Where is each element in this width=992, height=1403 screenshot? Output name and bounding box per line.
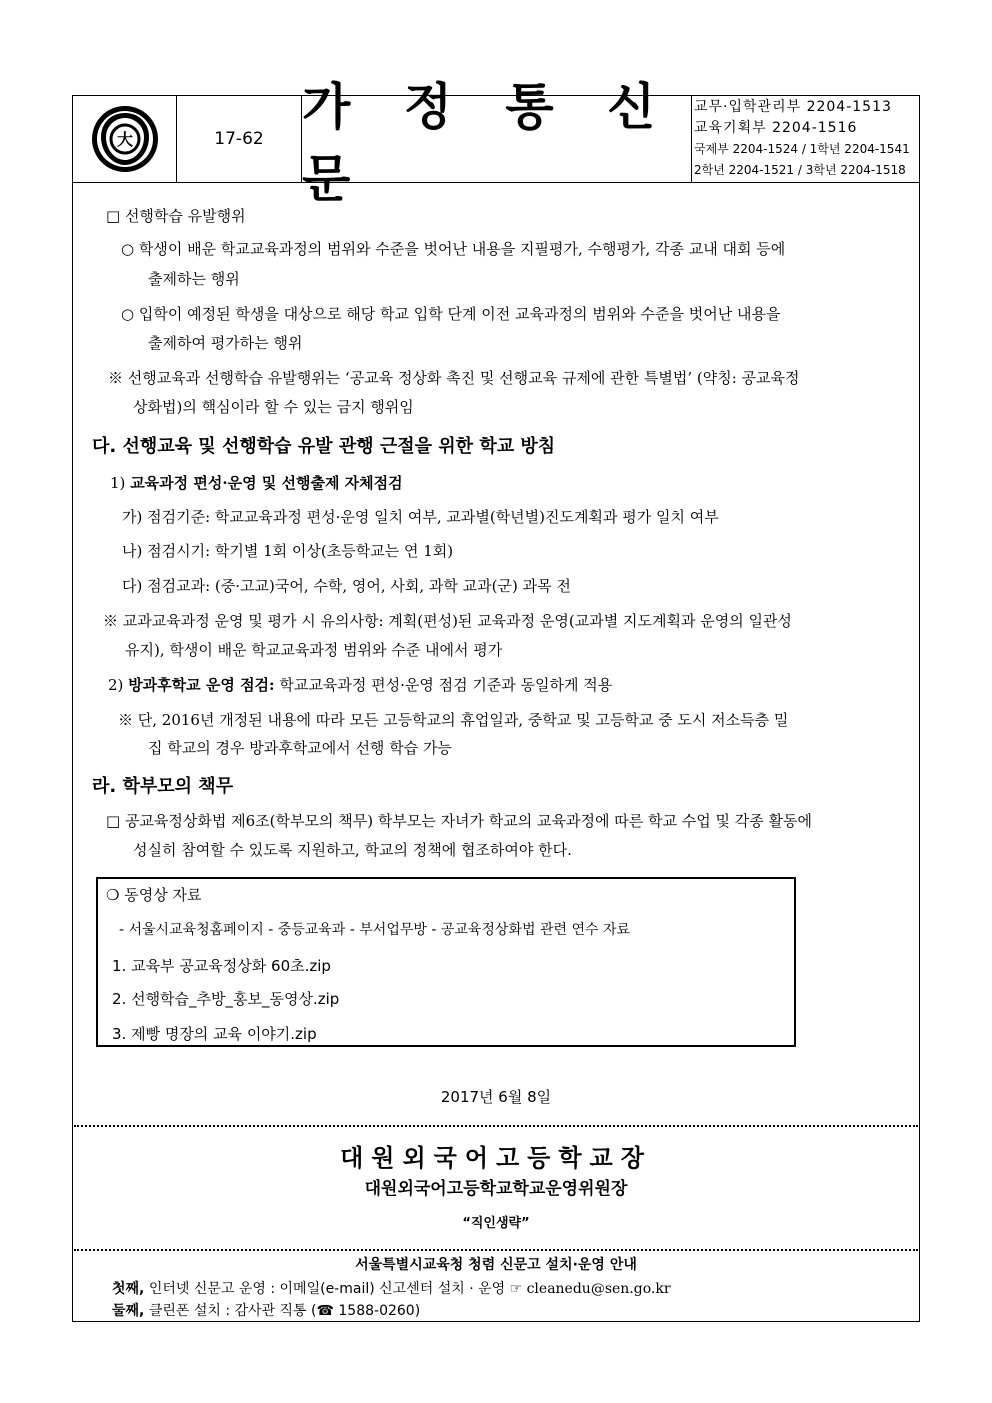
notice-lead: 첫째, — [112, 1281, 145, 1297]
notice-text: 클린폰 설치 : 감사관 직통 (☎ 1588-0260) — [148, 1303, 421, 1319]
contact-list — [694, 97, 918, 181]
committee-signature: 대원외국어고등학교학교운영위원장 — [364, 1179, 628, 1199]
contact-line: 교무·입학관리부 2204-1513 — [694, 99, 892, 115]
video-box-title: ❍ 동영상 자료 — [106, 886, 202, 904]
document-number: 17-62 — [177, 95, 302, 182]
parent-duty-text: □ 공교육정상화법 제6조(학부모의 책무) 학부모는 자녀가 학교의 교육과정에 따른 학교 수업 및 각종 활동에 — [106, 812, 812, 830]
notice-text: 인터넷 신문고 운영 : 이메일(e-mail) 신고센터 설치 · 운영 ☞ — [148, 1281, 523, 1297]
note: ※ 선행교육과 선행학습 유발행위는 ‘공교육 정상화 촉진 및 선행교육 규제에 관한 특별법’ (약칭: 공교육정 — [108, 369, 800, 387]
section-heading-ra: 라. 학부모의 책무 — [92, 776, 234, 797]
divider — [74, 1125, 918, 1127]
subsection-text: 학교교육과정 편성·운영 점검 기준과 동일하게 적용 — [279, 676, 613, 694]
circle-item: ○ 학생이 배운 학교교육과정의 범위와 수준을 벗어난 내용을 지필평가, 수행평가, 각종 교내 대회 등에 — [121, 240, 786, 258]
check-item: 다) 점검교과: (중·고교)국어, 수학, 영어, 사회, 과학 교과(군) 과목 전 — [122, 577, 571, 595]
circle-item: ○ 입학이 예정된 학생을 대상으로 해당 학교 입학 단계 이전 교육과정의 범위와 수준을 벗어난 내용을 — [121, 305, 781, 323]
notice-line-first — [112, 1278, 671, 1298]
seal-omitted-note: “직인생략” — [462, 1216, 530, 1231]
note-cont: 상화법)의 핵심이라 할 수 있는 금지 행위임 — [133, 398, 414, 416]
check-item: 가) 점검기준: 학교교육과정 편성·운영 일치 여부, 교과별(학년별)진도계획과 평가 일치 여부 — [122, 508, 719, 526]
email-link[interactable]: cleanedu@sen.go.kr — [526, 1281, 671, 1297]
subsection-title: 교육과정 편성·운영 및 선행출제 자체점검 — [130, 474, 403, 492]
check-item: 나) 점검시기: 학기별 1회 이상(초등학교는 연 1회) — [122, 542, 454, 560]
subsection-1 — [110, 472, 403, 493]
principal-signature: 대원외국어고등학교장 — [340, 1144, 652, 1172]
note-cont: 유지), 학생이 배운 학교교육과정 범위와 수준 내에서 평가 — [125, 641, 503, 659]
notice-line-second — [112, 1300, 420, 1320]
issue-date: 2017년 6월 8일 — [440, 1088, 552, 1106]
svg-text:大: 大 — [116, 130, 134, 149]
note-cont: 집 학교의 경우 방과후학교에서 선행 학습 가능 — [148, 739, 452, 757]
anti-corruption-notice-title: 서울특별시교육청 청렴 신문고 설치·운영 안내 — [355, 1257, 637, 1273]
prereq-item-title: □ 선행학습 유발행위 — [106, 207, 246, 225]
subsection-number: 1) — [110, 474, 126, 492]
video-file-link[interactable]: 3. 제빵 명장의 교육 이야기.zip — [112, 1025, 317, 1043]
section-heading-da: 다. 선행교육 및 선행학습 유발 관행 근절을 위한 학교 방침 — [92, 436, 556, 457]
school-logo-cell — [72, 95, 177, 182]
video-path: - 서울시교육청홈페이지 - 중등교육과 - 부서업무방 - 공교육정상화법 관련 연수 자료 — [119, 922, 630, 938]
circle-item-cont: 출제하는 행위 — [148, 270, 240, 288]
video-file-link[interactable]: 1. 교육부 공교육정상화 60초.zip — [112, 957, 331, 975]
video-file-link[interactable]: 2. 선행학습_추방_홍보_동영상.zip — [112, 990, 340, 1008]
divider — [74, 1249, 918, 1251]
school-emblem-icon — [89, 103, 161, 175]
note: ※ 교과교육과정 운영 및 평가 시 유의사항: 계획(편성)된 교육과정 운영(교과별 지도계획과 운영의 일관성 — [103, 612, 792, 630]
contact-line: 국제부 2204-1524 / 1학년 2204-1541 — [694, 142, 910, 156]
subsection-2 — [108, 674, 612, 695]
subsection-title: 방과후학교 운영 점검: — [128, 676, 275, 694]
circle-item-cont: 출제하여 평가하는 행위 — [148, 334, 303, 352]
subsection-number: 2) — [108, 676, 124, 694]
page-title: 가 정 통 신 문 — [302, 95, 692, 182]
letterhead — [72, 77, 920, 208]
note: ※ 단, 2016년 개정된 내용에 따라 모든 고등학교의 휴업일과, 중학교 및 고등학교 중 도시 저소득층 밀 — [118, 711, 789, 729]
contact-line: 2학년 2204-1521 / 3학년 2204-1518 — [694, 163, 906, 177]
notice-lead: 둘째, — [112, 1303, 145, 1319]
parent-duty-text-cont: 성실히 참여할 수 있도록 지원하고, 학교의 정책에 협조하여야 한다. — [133, 841, 572, 859]
contact-line: 교육기획부 2204-1516 — [694, 120, 858, 136]
